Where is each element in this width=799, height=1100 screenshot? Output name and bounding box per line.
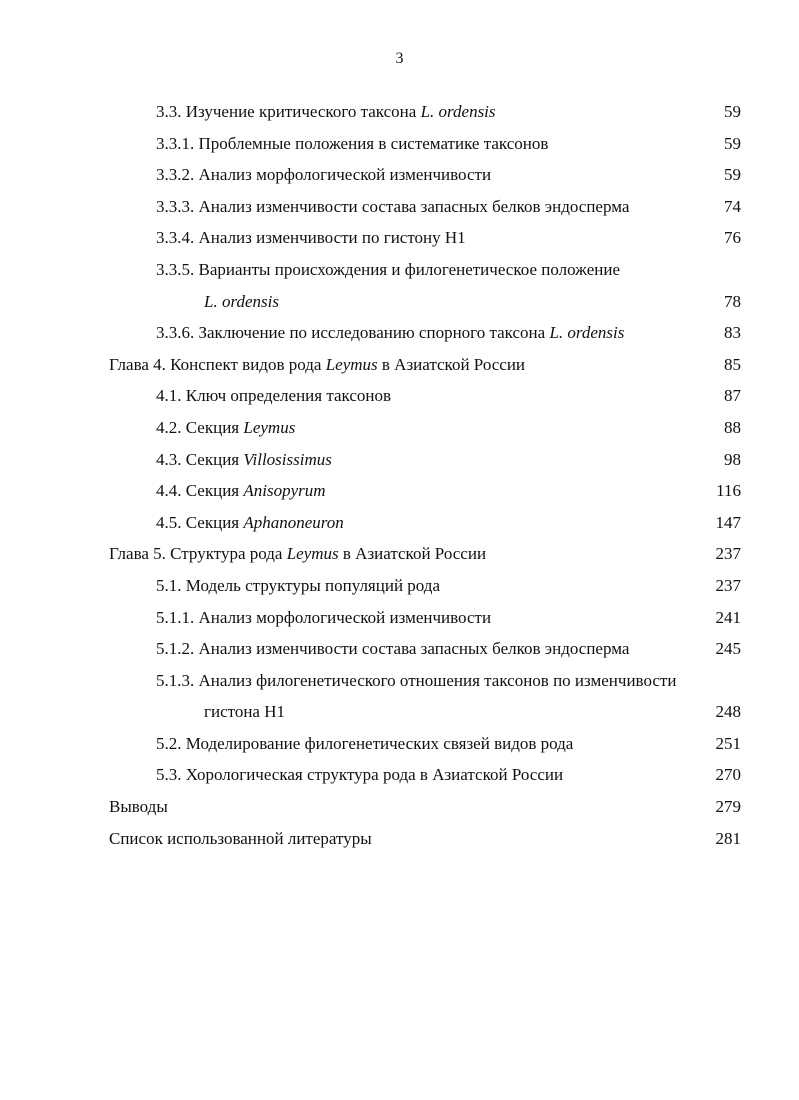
toc-entry — [0, 317, 799, 349]
toc-entry-title — [156, 507, 344, 539]
toc-entry-title — [156, 759, 563, 791]
toc-entry-title — [156, 317, 624, 349]
toc-entry-title — [156, 665, 676, 697]
toc-entry — [0, 665, 799, 697]
toc-entry — [0, 254, 799, 286]
toc-entry-title — [156, 570, 440, 602]
toc-entry-title — [156, 96, 496, 128]
toc-entry-title — [109, 349, 525, 381]
toc-entry-taxon-name: L. ordensis — [204, 291, 279, 311]
toc-entry-page-number: 87 — [724, 386, 741, 406]
toc-entry-text: 4.4. Секция — [156, 481, 244, 501]
toc-entry — [0, 444, 799, 476]
toc-entry-page-number: 241 — [715, 607, 741, 627]
toc-entry-text: 3.3.2. Анализ морфологической изменчивости — [156, 165, 492, 185]
toc-entry-text: 3.3. Изучение критического таксона — [156, 102, 421, 121]
toc-entry — [0, 412, 799, 444]
toc-entry-taxon-name: Villosissimus — [243, 449, 332, 469]
table-of-contents — [0, 96, 799, 854]
toc-entry-title — [109, 823, 372, 855]
toc-entry-page-number: 147 — [715, 512, 741, 532]
toc-entry-page-number: 88 — [724, 417, 741, 437]
toc-entry-page-number: 248 — [715, 702, 741, 722]
toc-entry-text: 5.1.2. Анализ изменчивости состава запасных белков эндосперма — [156, 639, 630, 659]
toc-entry — [0, 696, 799, 728]
toc-entry-text: 3.3.3. Анализ изменчивости состава запасных белков эндосперма — [156, 196, 630, 216]
toc-entry — [0, 475, 799, 507]
toc-entry-text: Список использованной литературы — [109, 828, 372, 848]
toc-entry-title — [109, 538, 486, 570]
toc-entry-title — [156, 159, 491, 191]
toc-entry-page-number: 281 — [715, 828, 741, 848]
toc-entry-text: 5.1.1. Анализ морфологической изменчивости — [156, 607, 492, 627]
toc-entry — [0, 191, 799, 223]
toc-entry — [0, 507, 799, 539]
toc-entry-text: 4.2. Секция — [156, 417, 244, 437]
toc-entry — [0, 538, 799, 570]
toc-entry-page-number: 245 — [715, 639, 741, 659]
toc-entry-title — [156, 222, 466, 254]
toc-entry-text: Выводы — [109, 797, 168, 817]
toc-entry-taxon-name: Leymus — [325, 354, 378, 374]
toc-entry-title — [204, 286, 279, 318]
toc-entry — [0, 222, 799, 254]
toc-entry-text: Глава 4. Конспект видов рода — [109, 354, 326, 374]
toc-entry-title — [156, 728, 573, 760]
toc-entry-title — [156, 191, 629, 223]
toc-entry-title — [156, 412, 295, 444]
toc-entry-page-number: 74 — [724, 196, 741, 216]
toc-entry-text: 5.2. Моделирование филогенетических связей видов рода — [156, 733, 574, 753]
toc-entry-taxon-name: L. ordensis — [549, 323, 625, 343]
toc-entry — [0, 791, 799, 823]
toc-entry — [0, 286, 799, 318]
toc-entry-page-number: 59 — [724, 133, 741, 153]
toc-entry-text: 3.3.6. Заключение по исследованию спорного таксона — [156, 323, 550, 343]
toc-entry-text-suffix: в Азиатской России — [338, 544, 487, 564]
toc-entry-text: 4.3. Секция — [156, 449, 244, 469]
toc-entry-title — [156, 602, 491, 634]
toc-entry-page-number: 279 — [715, 797, 741, 817]
toc-entry — [0, 602, 799, 634]
toc-entry-text: 5.1.3. Анализ филогенетического отношения таксонов по изменчивости — [156, 670, 677, 690]
toc-entry — [0, 823, 799, 855]
toc-entry-title — [109, 791, 168, 823]
toc-entry-page-number: 83 — [724, 323, 741, 343]
toc-entry-page-number: 59 — [724, 165, 741, 185]
toc-entry — [0, 570, 799, 602]
toc-entry — [0, 633, 799, 665]
toc-entry-page-number: 59 — [724, 102, 741, 121]
toc-entry-text: 3.3.1. Проблемные положения в систематике таксонов — [156, 133, 549, 153]
toc-entry-text: Глава 5. Структура рода — [109, 544, 287, 564]
toc-entry-taxon-name: L. ordensis — [420, 102, 496, 121]
toc-entry-taxon-name: Anisopyrum — [243, 481, 326, 501]
toc-entry-title — [204, 696, 285, 728]
toc-entry-page-number: 98 — [724, 449, 741, 469]
toc-entry — [0, 380, 799, 412]
toc-entry-text: 5.1. Модель структуры популяций рода — [156, 575, 441, 595]
toc-entry-text: 3.3.5. Варианты происхождения и филогенетическое положение — [156, 259, 620, 279]
toc-entry-title — [156, 633, 629, 665]
toc-entry-text: гистона H1 — [204, 702, 285, 722]
toc-entry-page-number: 237 — [715, 575, 741, 595]
toc-entry-page-number: 116 — [716, 481, 741, 501]
toc-entry — [0, 159, 799, 191]
toc-entry — [0, 96, 799, 128]
toc-entry-text: 5.3. Хорологическая структура рода в Азиатской России — [156, 765, 564, 785]
toc-entry-taxon-name: Leymus — [286, 544, 339, 564]
toc-entry-taxon-name: Aphanoneuron — [243, 512, 344, 532]
page-number: 3 — [395, 50, 404, 67]
toc-entry-page-number: 78 — [724, 291, 741, 311]
toc-entry-page-number: 237 — [715, 544, 741, 564]
toc-entry — [0, 759, 799, 791]
toc-entry-title — [156, 475, 326, 507]
toc-entry-title — [156, 128, 548, 160]
toc-entry-text: 4.5. Секция — [156, 512, 244, 532]
toc-entry-page-number: 76 — [724, 228, 741, 248]
toc-entry-text-suffix: в Азиатской России — [377, 354, 526, 374]
toc-entry-title — [156, 444, 332, 476]
toc-entry-page-number: 251 — [715, 733, 741, 753]
toc-entry-text: 3.3.4. Анализ изменчивости по гистону H1 — [156, 228, 466, 248]
toc-entry-page-number: 85 — [724, 354, 741, 374]
toc-entry-title — [156, 254, 620, 286]
toc-entry — [0, 728, 799, 760]
toc-entry-title — [156, 380, 391, 412]
toc-entry-text: 4.1. Ключ определения таксонов — [156, 386, 392, 406]
toc-entry — [0, 349, 799, 381]
toc-entry-page-number: 270 — [715, 765, 741, 785]
toc-entry — [0, 128, 799, 160]
toc-entry-taxon-name: Leymus — [243, 417, 296, 437]
